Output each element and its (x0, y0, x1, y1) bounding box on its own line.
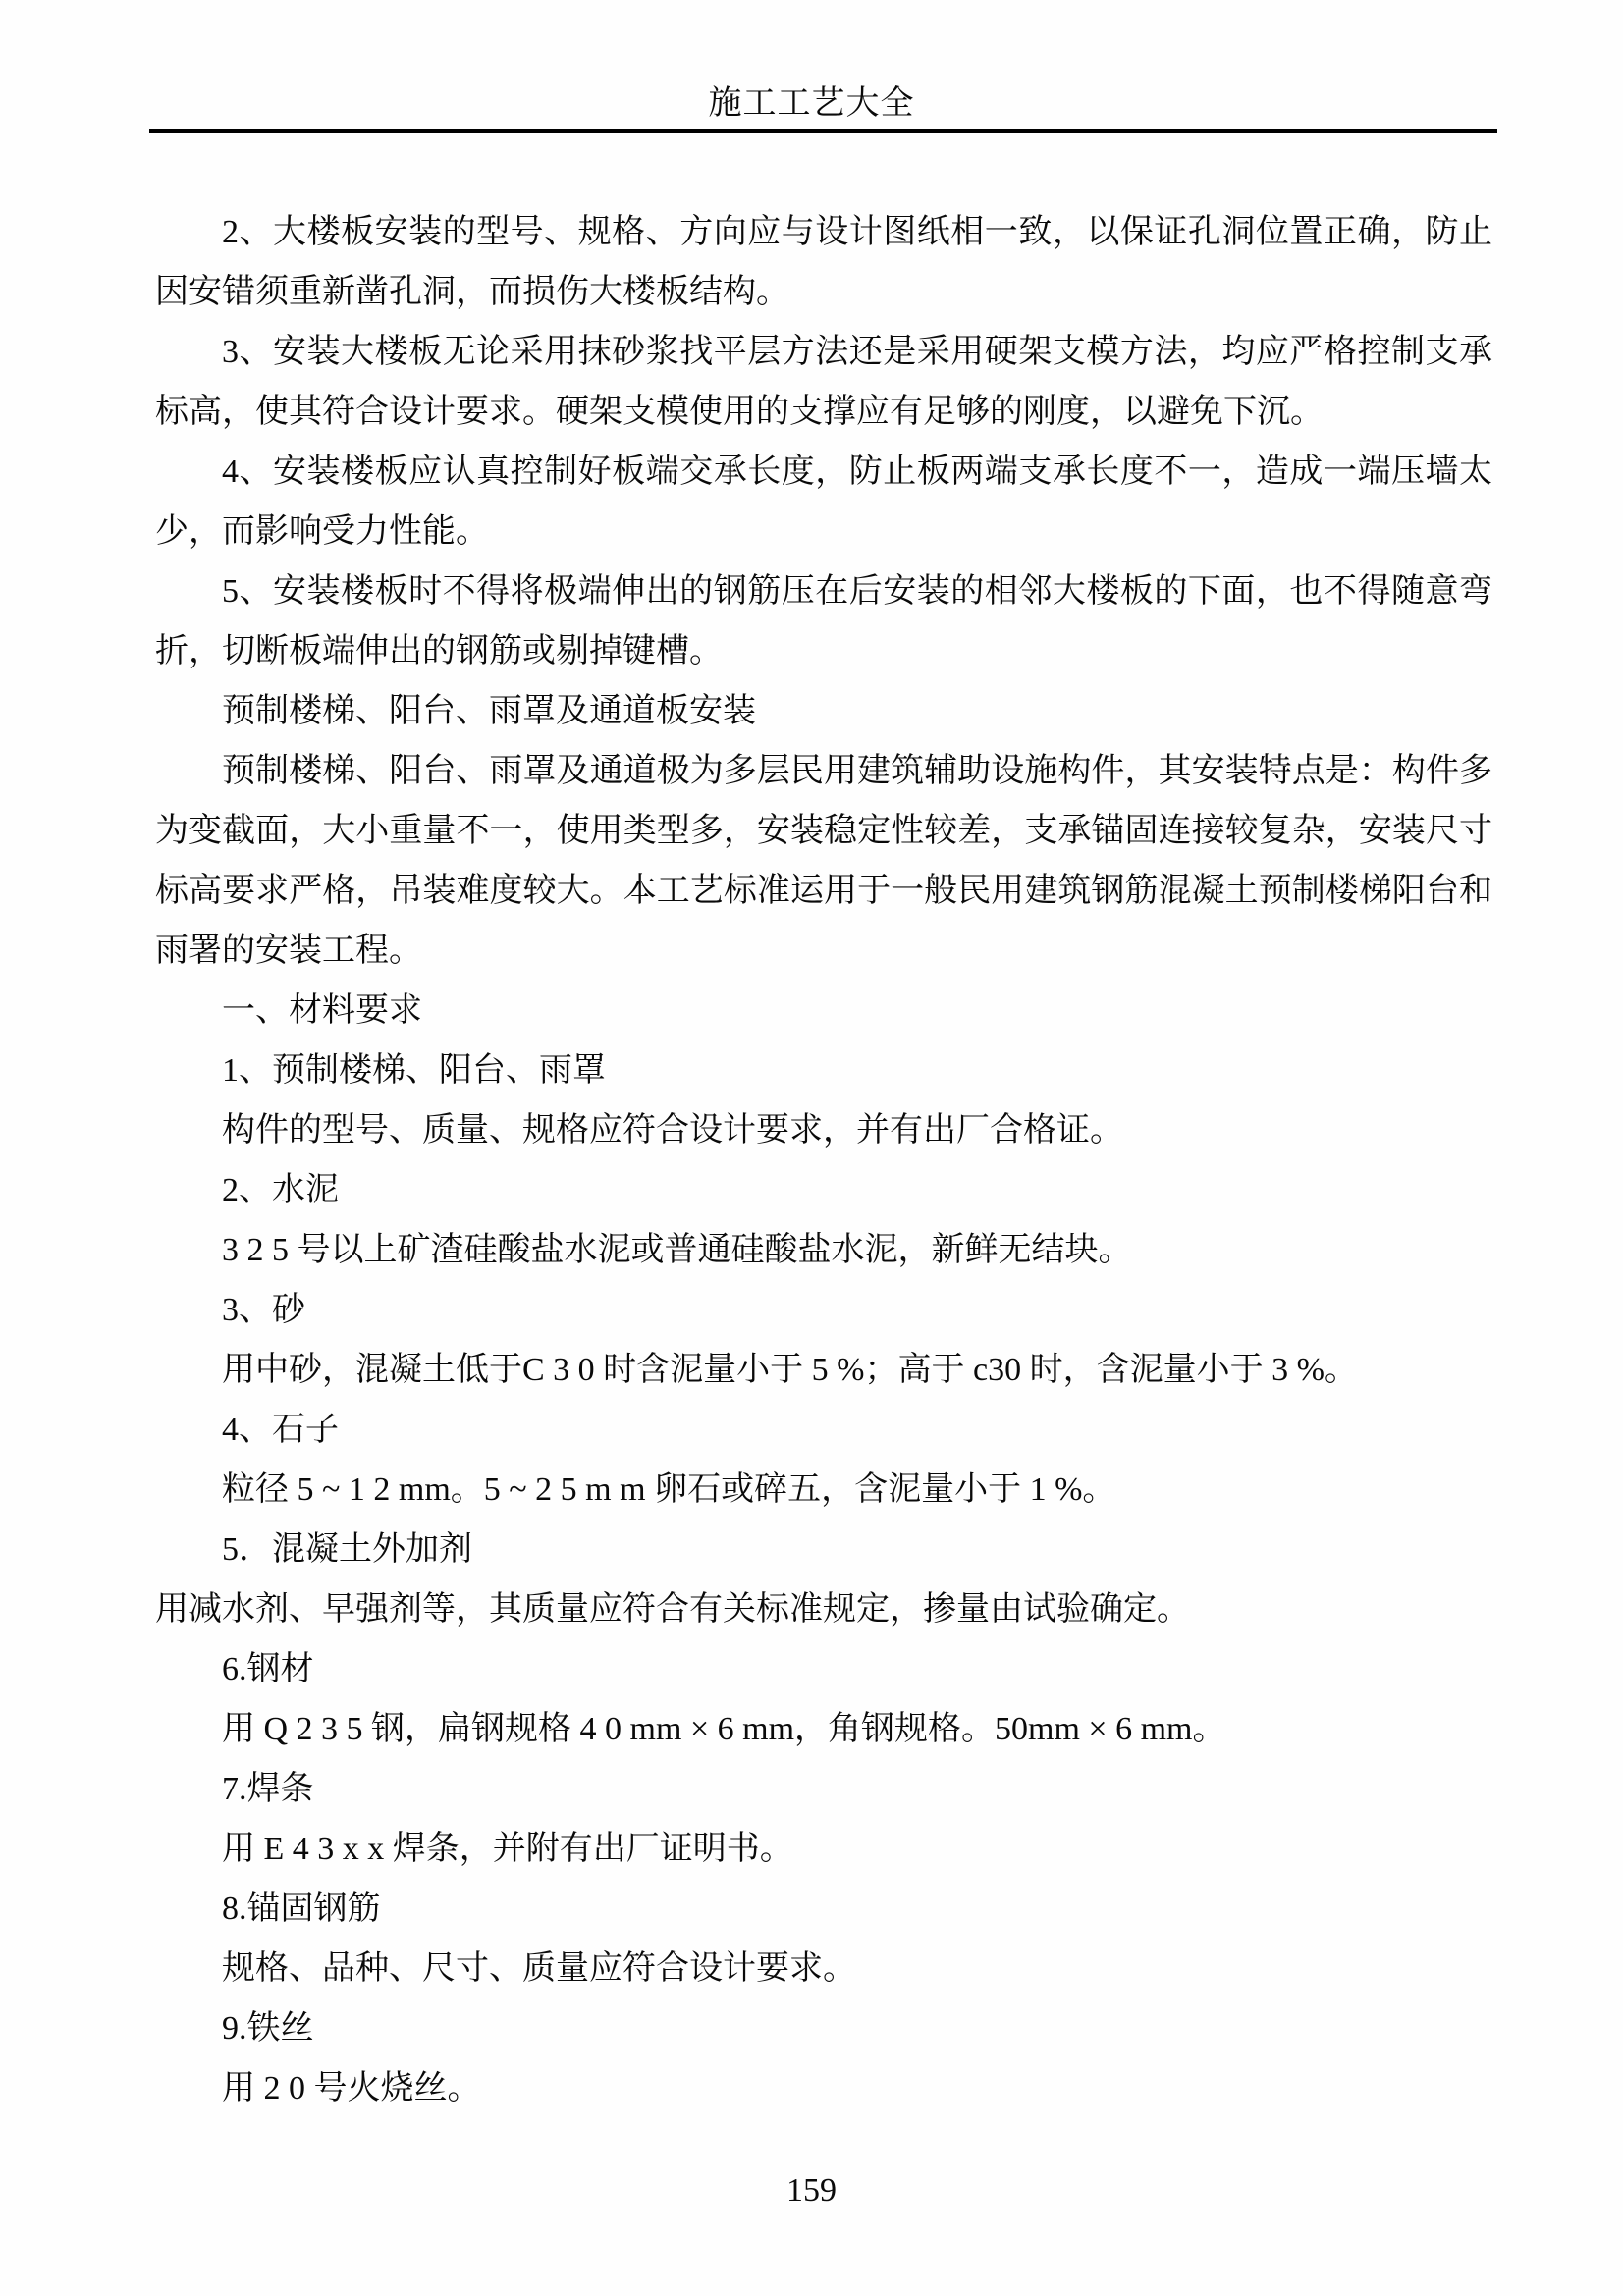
paragraph: 5．混凝土外加剂 (222, 1531, 472, 1568)
paragraph: 3、砂 (222, 1292, 305, 1328)
paragraph: 4、石子 (222, 1412, 339, 1448)
page-header-title: 施工工艺大全 (708, 85, 915, 122)
paragraph: 预制楼梯、阳台、雨罩及通道极为多层民用建筑辅助设施构件，其安装特点是：构件多为变截面，大小重量不一，使用类型多，安装稳定性较差，支承锚固连接较复杂，安装尺寸标高要求严格，吊装难度较大。本工艺标准运用于一般民用建筑钢筋混凝土预制楼梯阳台和雨署的安装工程。 (155, 753, 1492, 969)
paragraph: 粒径 5 ~ 1 2 mm。5 ~ 2 5 m m 卵石或碎五，含泥量小于 1 %。 (222, 1471, 1116, 1508)
paragraph: 6.钢材 (222, 1651, 314, 1687)
paragraph: 5、安装楼板时不得将极端伸出的钢筋压在后安装的相邻大楼板的下面，也不得随意弯折，切断板端伸出的钢筋或剔掉键槽。 (155, 573, 1492, 669)
paragraph: 1、预制楼梯、阳台、雨罩 (222, 1052, 606, 1089)
paragraph: 4、安装楼板应认真控制好板端交承长度，防止板两端支承长度不一，造成一端压墙太少，而影响受力性能。 (155, 454, 1492, 550)
document-body (155, 202, 1492, 2118)
paragraph: 7.焊条 (222, 1771, 314, 1807)
paragraph: 用减水剂、早强剂等，其质量应符合有关标准规定，掺量由试验确定。 (155, 1591, 1190, 1628)
paragraph: 用 Q 2 3 5 钢，扁钢规格 4 0 mm × 6 mm，角钢规格。50mm × 6 mm。 (222, 1711, 1226, 1747)
paragraph: 3、安装大楼板无论采用抹砂浆找平层方法还是采用硬架支模方法，均应严格控制支承标高，使其符合设计要求。硬架支模使用的支撑应有足够的刚度，以避免下沉。 (155, 334, 1492, 430)
paragraph: 9.铁丝 (222, 2010, 314, 2047)
paragraph: 预制楼梯、阳台、雨罩及通道板安装 (222, 693, 756, 729)
paragraph: 3 2 5 号以上矿渣硅酸盐水泥或普通硅酸盐水泥，新鲜无结块。 (222, 1232, 1132, 1268)
paragraph: 2、大楼板安装的型号、规格、方向应与设计图纸相一致，以保证孔洞位置正确，防止因安错须重新凿孔洞，而损伤大楼板结构。 (155, 214, 1492, 310)
page-number: 159 (786, 2172, 837, 2209)
paragraph: 用 2 0 号火烧丝。 (222, 2070, 481, 2107)
paragraph: 一、材料要求 (222, 992, 422, 1029)
paragraph: 规格、品种、尺寸、质量应符合设计要求。 (222, 1950, 856, 1987)
paragraph: 用中砂，混凝土低于C 3 0 时含泥量小于 5 %；高于 c30 时，含泥量小于 3 %。 (222, 1352, 1358, 1388)
paragraph: 2、水泥 (222, 1172, 339, 1208)
paragraph: 构件的型号、质量、规格应符合设计要求，并有出厂合格证。 (222, 1112, 1123, 1148)
paragraph: 8.锚固钢筋 (222, 1891, 381, 1927)
paragraph: 用 E 4 3 x x 焊条，并附有出厂证明书。 (222, 1831, 793, 1867)
header-rule (149, 129, 1497, 133)
